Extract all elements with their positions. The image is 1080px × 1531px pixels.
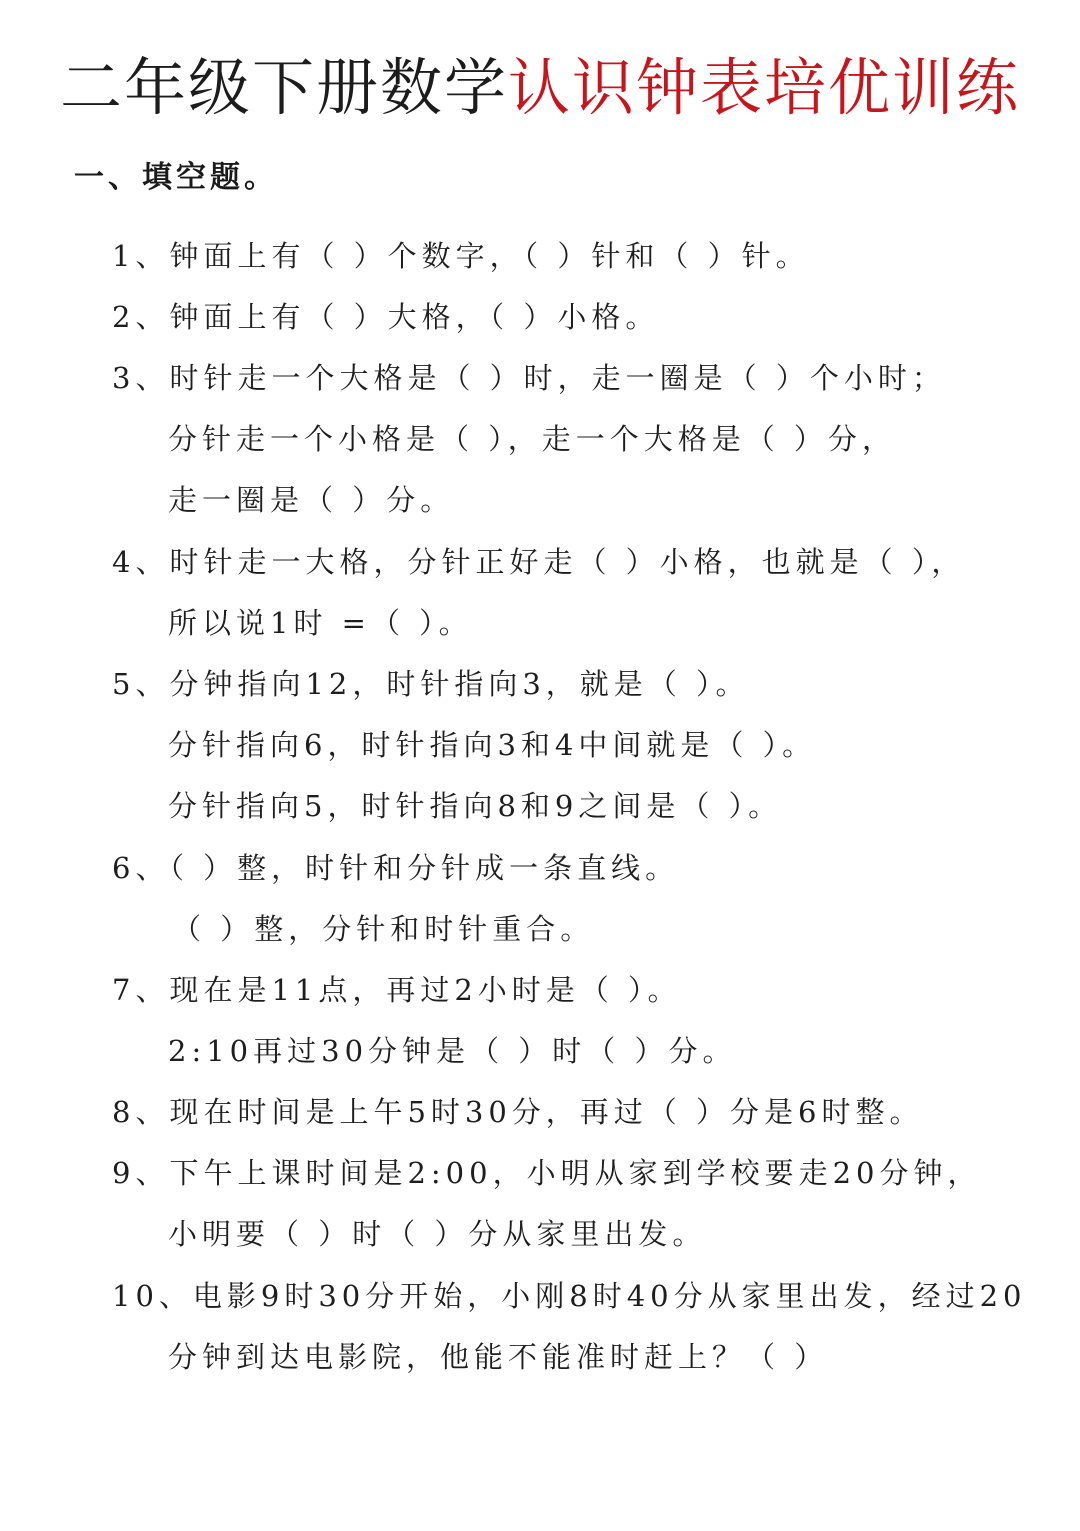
question-8: 8、现在时间是上午5时30分，再过（ ）分是6时整。 — [112, 1095, 924, 1129]
question-3-line-1: 3、时针走一个大格是（ ）时，走一圈是（ ）个小时； — [112, 361, 946, 395]
question-9-line-2: 小明要（ ）时（ ）分从家里出发。 — [168, 1217, 707, 1251]
section-heading: 一、填空题。 — [74, 160, 278, 195]
question-7-line-2: 2:10再过30分钟是（ ）时（ ）分。 — [168, 1034, 737, 1068]
question-3-line-3: 走一圈是（ ）分。 — [168, 483, 455, 517]
question-5-line-2: 分针指向6，时针指向3和4中间就是（ ）。 — [168, 728, 817, 762]
question-10-line-1: 10、电影9时30分开始，小刚8时40分从家里出发，经过20 — [112, 1279, 1027, 1313]
question-5-line-1: 5、分钟指向12，时针指向3，就是（ ）。 — [112, 667, 750, 701]
title-grade-subject: 二年级下册数学 — [59, 51, 508, 124]
page-title — [0, 48, 1080, 128]
question-4-line-2: 所以说1时 =（ ）。 — [168, 606, 473, 640]
question-1: 1、钟面上有（ ）个数字，（ ）针和（ ）针。 — [112, 239, 810, 273]
question-5-line-3: 分针指向5，时针指向8和9之间是（ ）。 — [168, 789, 783, 823]
question-6-line-1: 6、（ ）整，时针和分针成一条直线。 — [112, 851, 680, 885]
question-9-line-1: 9、下午上课时间是2:00，小明从家到学校要走20分钟， — [112, 1156, 982, 1190]
title-topic: 认识钟表培优训练 — [508, 51, 1021, 124]
question-6-line-2: （ ）整，分针和时针重合。 — [172, 912, 595, 946]
question-4-line-1: 4、时针走一大格，分针正好走（ ）小格，也就是（ ）， — [112, 545, 966, 579]
question-2: 2、钟面上有（ ）大格，（ ）小格。 — [112, 300, 660, 334]
question-3-line-2: 分针走一个小格是（ ），走一个大格是（ ）分， — [168, 422, 896, 456]
question-10-line-2: 分钟到达电影院，他能不能准时赶上？（ ） — [168, 1340, 829, 1374]
question-7-line-1: 7、现在是11点，再过2小时是（ ）。 — [112, 973, 682, 1007]
